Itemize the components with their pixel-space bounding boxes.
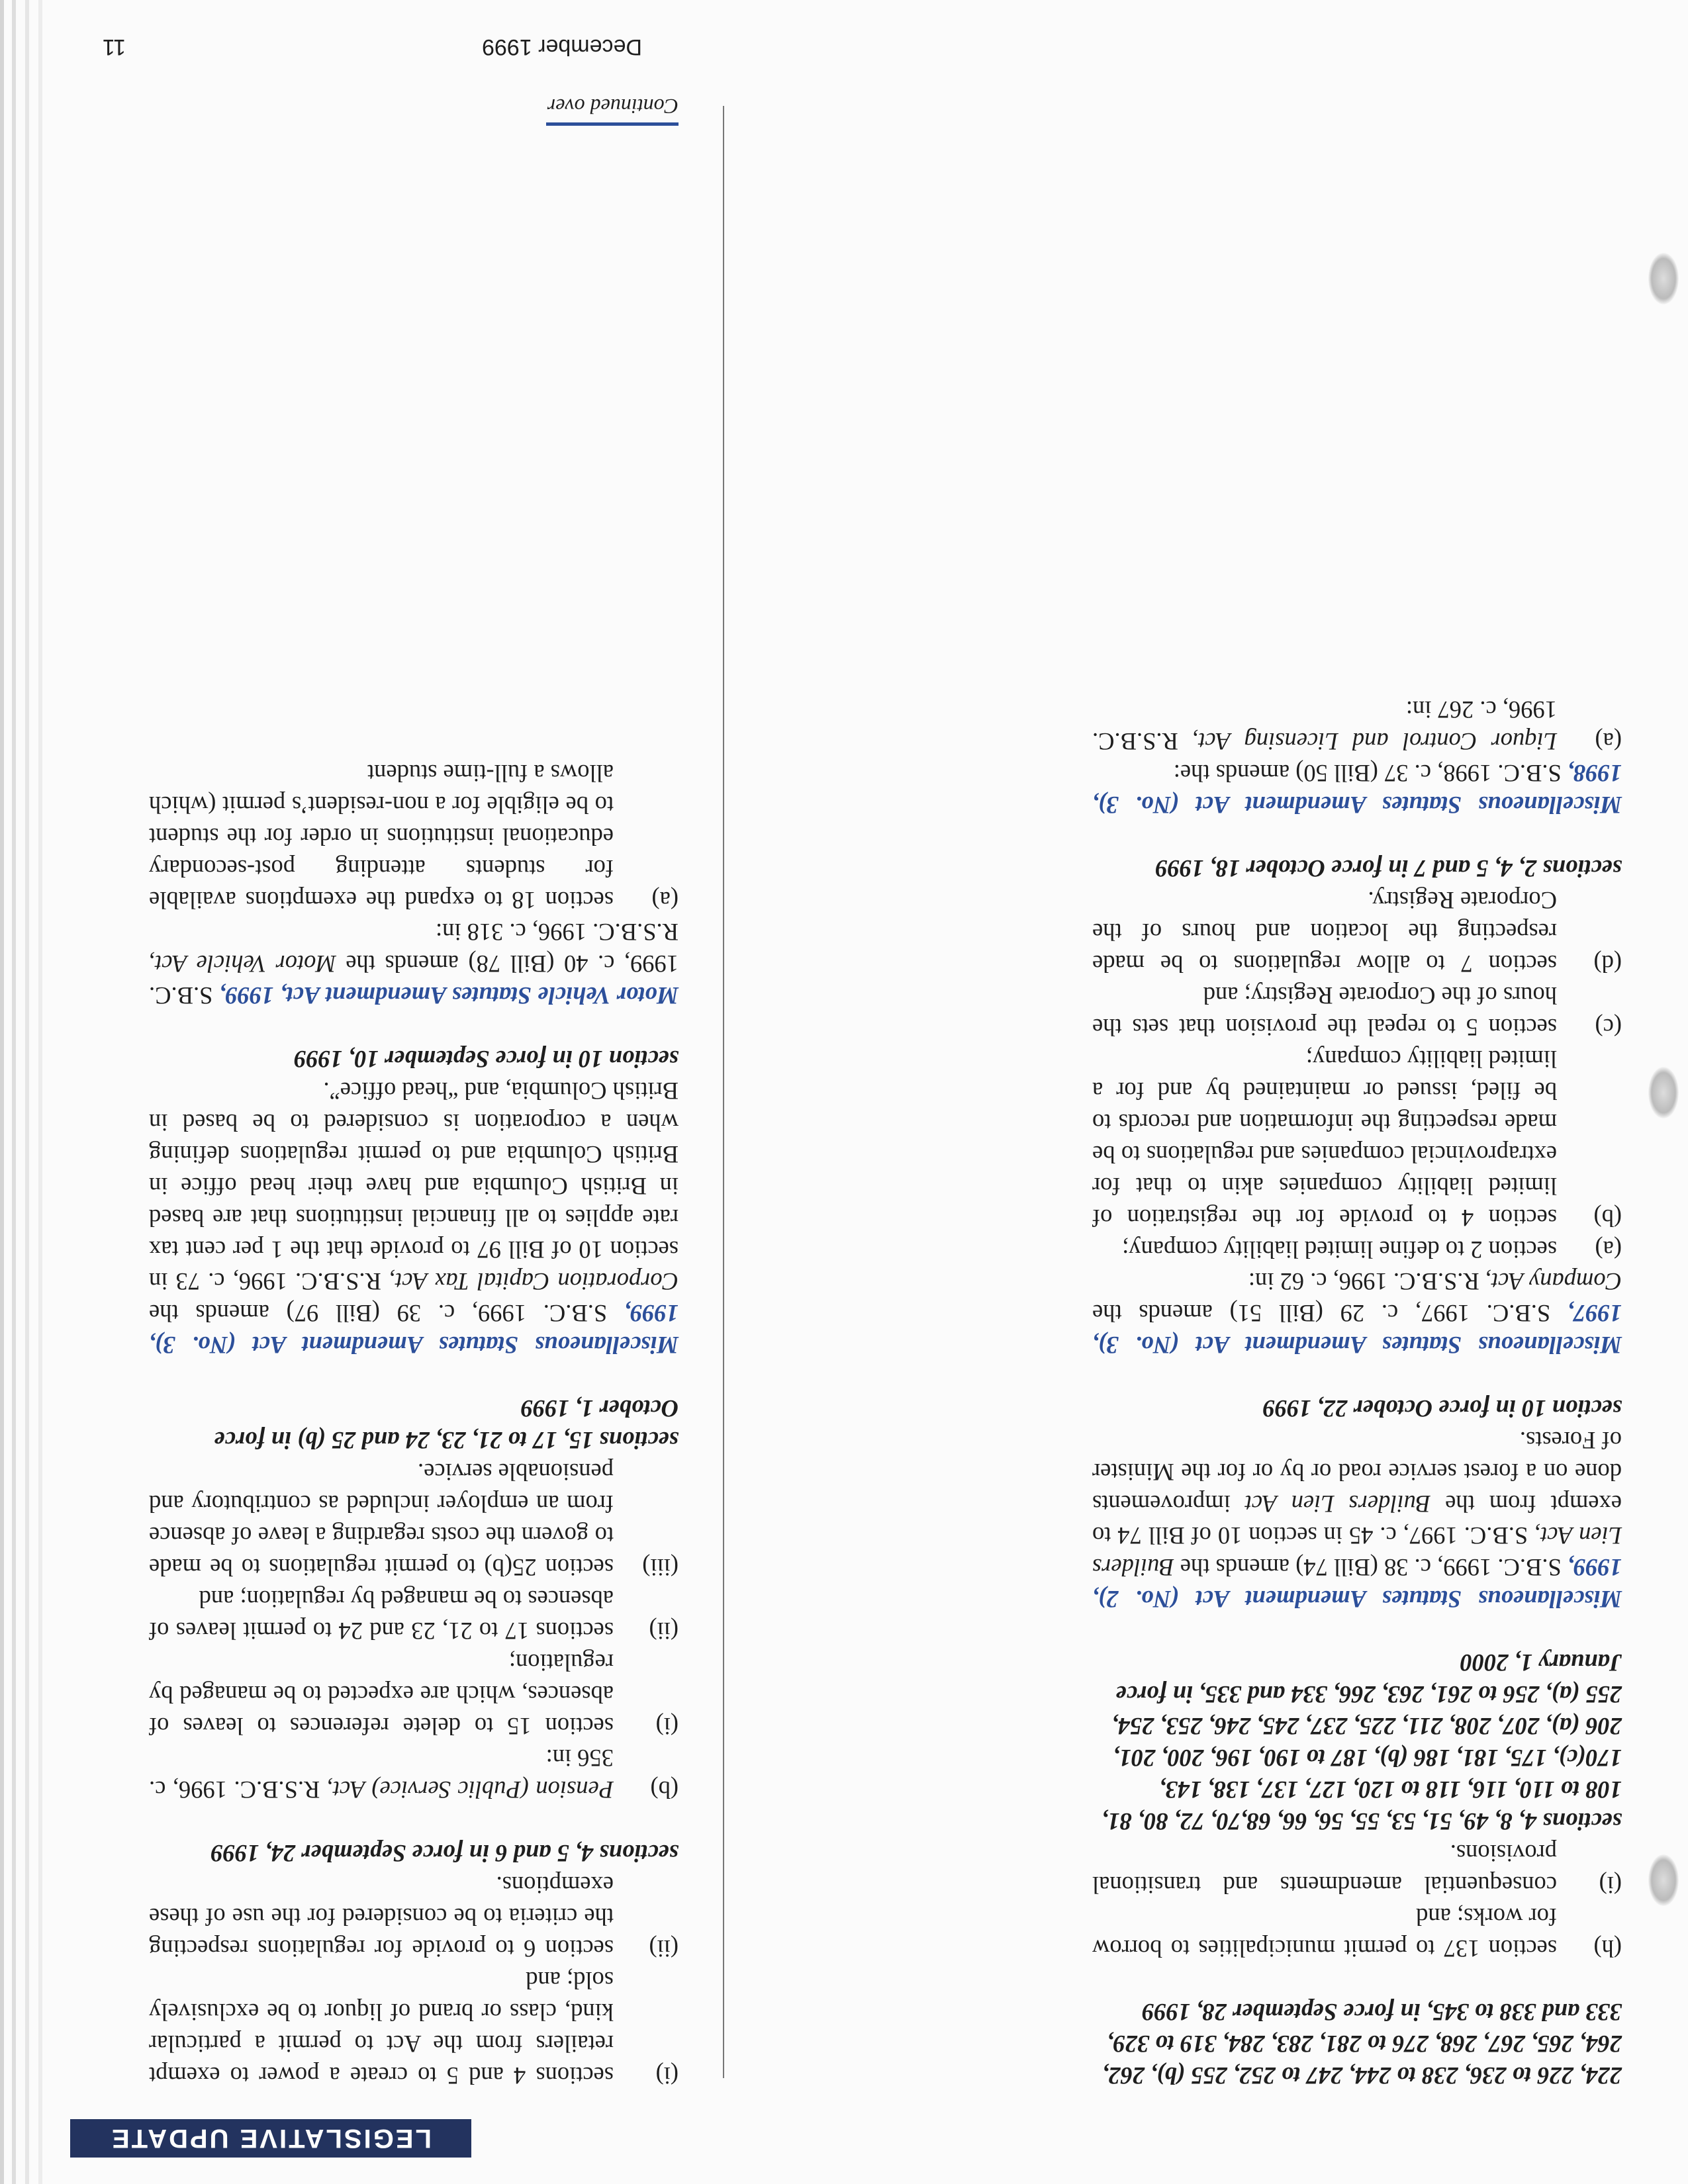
section-banner: LEGISLATIVE UPDATE xyxy=(70,2119,471,2158)
act-title: Miscellaneous Statutes Amendment Act (No. 3), 1997, xyxy=(1092,1300,1622,1359)
paragraph-text: R.S.B.C. 1996, c. 62 in: xyxy=(1248,1268,1485,1295)
act-reference: Motor Vehicle Act, xyxy=(149,950,336,978)
item-text: section 7 to allow regulations to be made respecting the location and hours of the Corporate Registry. xyxy=(1092,887,1557,978)
act-reference: Company Act, xyxy=(1485,1268,1622,1295)
amendment-paragraph xyxy=(1092,1424,1622,1615)
act-title: Miscellaneous Statutes Amendment Act (No. 3), 1998, xyxy=(1092,760,1622,819)
item-label: (i) xyxy=(655,1713,679,1740)
item-text xyxy=(1092,694,1557,757)
item-label: (h) xyxy=(1593,1935,1622,1962)
list-item xyxy=(149,1869,679,1964)
act-title: Miscellaneous Statutes Amendment Act (No. 2), 1999, xyxy=(1092,1554,1622,1613)
item-text: section 25(b) to permit regulations to be made to govern the costs regarding a leave of absence from an employer included as contributory and pensionable service. xyxy=(149,1459,614,1581)
act-reference: Builders Lien Act, xyxy=(1092,1522,1622,1581)
continued-over-note: Continued over xyxy=(546,94,679,126)
in-force-heading: sections 2, 4, 5 and 7 in force October 18, 1999 xyxy=(1155,855,1622,882)
list-item xyxy=(149,1647,679,1742)
list-item xyxy=(149,1583,679,1647)
list-item xyxy=(1092,1234,1622,1265)
act-reference: Pension (Public Service) Act, xyxy=(326,1776,614,1803)
paragraph-text: S.B.C. 1997, c. 45 in section 10 of Bill 74 to exempt from the xyxy=(1092,1490,1622,1549)
paragraph-text: improvements done on a forest service road or by or for the Minister of Forests. xyxy=(1092,1427,1622,1518)
paragraph-text: R.S.B.C. 1996, c. 318 in: xyxy=(435,919,679,946)
amendment-paragraph xyxy=(1092,1265,1622,1361)
left-column xyxy=(1092,694,1622,2091)
amendment-paragraph xyxy=(149,916,679,1011)
item-label: (b) xyxy=(1593,1205,1622,1232)
item-label: (i) xyxy=(655,2062,679,2089)
item-text: section 18 to expand the exemptions available for students attending post-secondary educational institutions in order for the student to be eligible for a non-resident’s permit (which allows a full-time student xyxy=(149,760,614,914)
footer-date: December 1999 xyxy=(482,34,642,60)
act-title: Motor Vehicle Statutes Amendment Act, 1999, xyxy=(219,982,679,1009)
paragraph-text: R.S.B.C. 1996, c. 267 in: xyxy=(1092,696,1557,755)
right-column xyxy=(149,757,679,2091)
item-label: (a) xyxy=(1595,728,1622,755)
item-text: section 6 to provide for regulations respecting the criteria to be considered for the use of these exemptions. xyxy=(149,1872,614,1962)
item-label: (iii) xyxy=(642,1554,679,1581)
paragraph-text: S.B.C. 1999, c. 40 (Bill 78) amends the xyxy=(149,950,679,1009)
item-text: section 5 to repeal the provision that sets the hours of the Corporate Registry; and xyxy=(1092,982,1557,1041)
item-text: section 137 to permit municipalities to borrow for works; and xyxy=(1092,1903,1557,1962)
binder-hole xyxy=(1648,1854,1679,1906)
paragraph-text: S.B.C. 1999, c. 39 (Bill 97) amends the xyxy=(149,1300,624,1327)
paragraph-text: S.B.C. 1999, c. 38 (Bill 74) amends the xyxy=(1174,1554,1568,1581)
paragraph-text: S.B.C. 1997, c. 29 (Bill 51) amends the xyxy=(1092,1300,1568,1327)
act-title: Miscellaneous Statutes Amendment Act (No. 3), 1999, xyxy=(149,1300,679,1359)
list-item xyxy=(1092,979,1622,1043)
item-label: (d) xyxy=(1593,950,1622,978)
list-item xyxy=(149,1742,679,1805)
binder-hole xyxy=(1648,253,1679,304)
in-force-heading: 224, 226 to 236, 238 to 244, 247 to 252, 255 (b), 262, 264, 265, 267, 268, 276 to 281, 283, 284, 319 to 329, 333 and 338 to 345, in force September 28, 1999 xyxy=(1102,1999,1622,2089)
amendment-paragraph xyxy=(1092,757,1622,821)
paragraph-text: R.S.B.C. 1996, c. 356 in: xyxy=(149,1745,614,1803)
paragraph-text: R.S.B.C. 1996, c. 73 in section 10 of Bill 97 to provide that the 1 per cent tax rate applies to all financial institutions that are based in British Columbia and have their head office in British Columbia and to permit regulations defining when a corporation is considered to be based in British Columbia, and “head office”. xyxy=(149,1077,679,1295)
item-label: (b) xyxy=(650,1776,679,1803)
item-label: (c) xyxy=(1595,1014,1622,1041)
item-label: (a) xyxy=(651,887,679,914)
item-text: consequential amendments and transitional provisions. xyxy=(1092,1840,1557,1899)
binder-hole xyxy=(1648,1067,1679,1118)
list-item xyxy=(149,757,679,916)
paper-edge xyxy=(12,0,16,2184)
list-item xyxy=(1092,1901,1622,1964)
page-number: 11 xyxy=(102,34,126,60)
item-text: section 15 to delete references to leaves of absences, which are expected to be managed by regulation; xyxy=(149,1649,614,1740)
item-text: section 4 to provide for the registration of limited liability companies akin to that for extraprovincial companies and regulations to be made respecting the information and records to be filed, issued or maintained by and for a limited liability company; xyxy=(1092,1046,1557,1232)
in-force-heading: sections 4, 8, 49, 51, 53, 55, 56, 66, 68,70, 72, 80, 81, 108 to 110, 116, 118 to 120, 127, 137, 138, 143, 170(c), 175, 181, 186 (b), 187 to 190, 196, 200, 201, 206 (a), 207, 208, 211, 225, 237, 245, 246, 253, 254, 255 (a), 256 to 261, 263, 266, 334 and 335, in force January 1, 2000 xyxy=(1102,1649,1622,1835)
list-item xyxy=(1092,694,1622,757)
item-text xyxy=(149,1742,614,1805)
list-item xyxy=(1092,1837,1622,1901)
item-label: (a) xyxy=(1595,1236,1622,1263)
item-label: (ii) xyxy=(649,1935,679,1962)
item-text: section 2 to define limited liability company; xyxy=(1122,1236,1557,1263)
paper-edge xyxy=(38,0,42,2184)
in-force-heading: section 10 in force October 22, 1999 xyxy=(1262,1395,1622,1422)
act-reference: Liquor Control and Licensing Act, xyxy=(1192,728,1557,755)
item-label: (i) xyxy=(1599,1872,1622,1899)
item-label: (ii) xyxy=(649,1617,679,1645)
paper-edge xyxy=(25,0,29,2184)
amendment-paragraph xyxy=(149,1075,679,1361)
list-item xyxy=(149,1456,679,1583)
paper-edge xyxy=(0,0,4,2184)
act-reference: Corporation Capital Tax Act, xyxy=(389,1268,679,1295)
list-item xyxy=(149,1964,679,2091)
act-reference: Builders Lien Act xyxy=(1244,1490,1431,1518)
in-force-heading: section 10 in force September 10, 1999 xyxy=(294,1046,679,1073)
list-item xyxy=(1092,1043,1622,1234)
in-force-heading: sections 4, 5 and 6 in force September 24, 1999 xyxy=(211,1840,679,1867)
item-text: sections 17 to 21, 23 and 24 to permit leaves of absences to be managed by regulation; and xyxy=(149,1586,614,1645)
list-item xyxy=(1092,884,1622,979)
paragraph-text: S.B.C. 1998, c. 37 (Bill 50) amends the: xyxy=(1173,760,1568,787)
in-force-heading: sections 15, 17 to 21, 23, 24 and 25 (b) in force October 1, 1999 xyxy=(214,1395,679,1454)
item-text: sections 4 and 5 to create a power to exempt retailers from the Act to permit a particular kind, class or brand of liquor to be exclusively sold; and xyxy=(149,1967,614,2089)
column-divider xyxy=(723,106,724,2078)
